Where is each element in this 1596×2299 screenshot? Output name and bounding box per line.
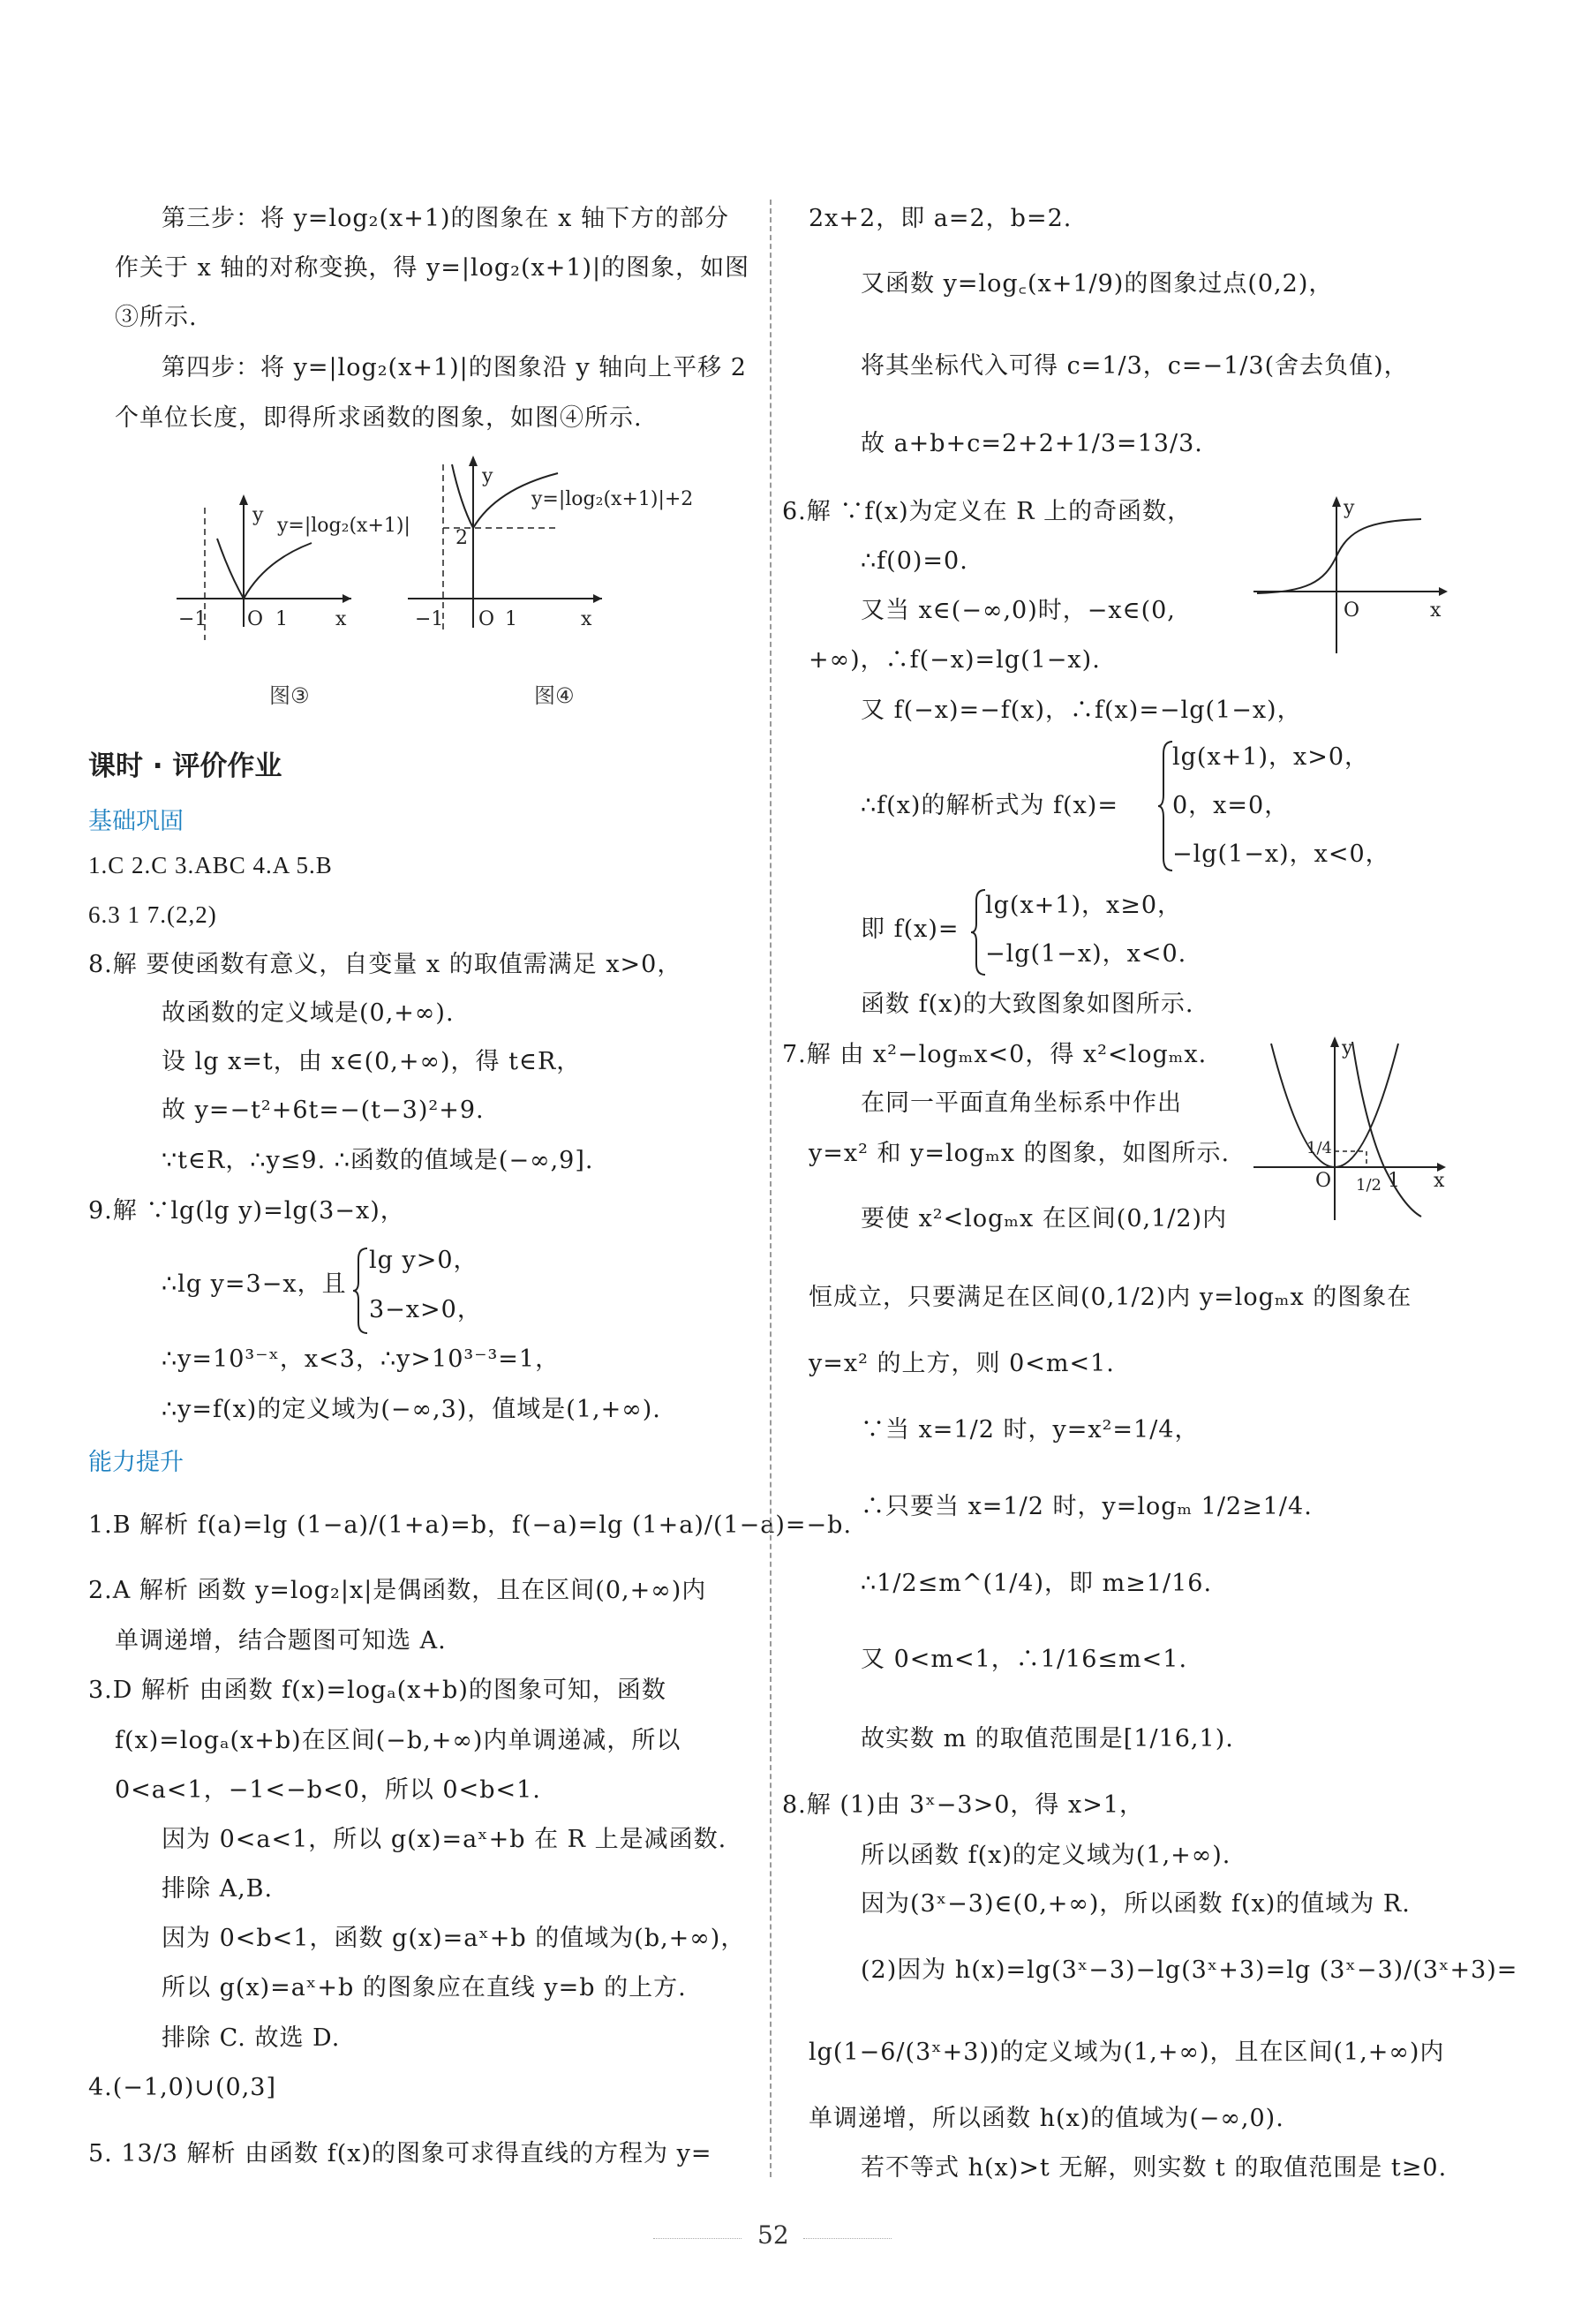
q7-line-6: y=x² 的上方，则 0<m<1.: [809, 1350, 1115, 1377]
figure-6-curve: [1255, 531, 1404, 593]
adv-line-8: 排除 A,B.: [162, 1875, 274, 1903]
q9-line-6: ∴y=f(x)的定义域为(−∞,3)，值域是(1,+∞).: [162, 1396, 661, 1423]
step3-line-1: 第三步：将 y=log₂(x+1)的图象在 x 轴下方的部分: [162, 205, 729, 232]
figure-3-graph: [177, 494, 410, 644]
q6-case-3: −lg(1−x)，x<0，: [1172, 840, 1390, 868]
figure-4-label-neg1: −1: [415, 608, 444, 630]
q7-line-7: ∵当 x=1/2 时，y=x²=1/4，: [861, 1416, 1200, 1443]
q6-line-1: 6.解 ∵f(x)为定义在 R 上的奇函数，: [782, 498, 1193, 525]
q7-line-2: 在同一平面直角坐标系中作出: [861, 1089, 1182, 1117]
figure-7-graph: [1253, 1035, 1457, 1220]
q5-cont-line-3: 将其坐标代入可得 c=1/3，c=−1/3(舍去负值)，: [861, 352, 1409, 380]
q8-line-4: 故 y=−t²+6t=−(t−3)²+9.: [162, 1097, 485, 1124]
q7-line-1: 7.解 由 x²−logₘx<0，得 x²<logₘx.: [782, 1041, 1208, 1068]
q6-line-10: 即 f(x)=: [861, 916, 960, 943]
adv-line-6: 0<a<1，−1<−b<0，所以 0<b<1.: [115, 1776, 541, 1804]
adv-line-9: 因为 0<b<1，函数 g(x)=aˣ+b 的值域为(b,+∞)，: [162, 1925, 746, 1952]
basic-subtitle: 基础巩固: [88, 808, 184, 835]
q8r-line-6: 单调递增，所以函数 h(x)的值域为(−∞,0).: [809, 2105, 1284, 2132]
figure-6-graph: [1253, 494, 1448, 653]
q6-case-2: 0，x=0，: [1172, 792, 1290, 819]
adv-line-10: 所以 g(x)=aˣ+b 的图象应在直线 y=b 的上方.: [162, 1974, 687, 2001]
q6-case-1: lg(x+1)，x>0，: [1172, 743, 1370, 771]
adv-line-13: 5. 13/3 解析 由函数 f(x)的图象可求得直线的方程为 y=: [88, 2140, 712, 2167]
q9-line-5: ∴y=10³⁻ˣ，x<3，∴y>10³⁻³=1，: [162, 1345, 561, 1373]
figure-3-caption: 图③: [269, 683, 310, 708]
q9-brace: [353, 1247, 371, 1335]
adv-line-3: 单调递增，结合题图可知选 A.: [115, 1627, 447, 1655]
q7-line-11: 故实数 m 的取值范围是[1/16,1).: [861, 1725, 1234, 1753]
section-title: 课时 · 评价作业: [88, 750, 282, 782]
figure-4-label-x: x: [581, 608, 592, 630]
adv-line-12: 4.(−1,0)∪(0,3]: [88, 2074, 277, 2101]
q8-line-5: ∵t∈R，∴y≤9. ∴函数的值域是(−∞,9].: [162, 1147, 594, 1174]
adv-line-7: 因为 0<a<1，所以 g(x)=aˣ+b 在 R 上是减函数.: [162, 1826, 727, 1853]
adv-line-4: 3.D 解析 由函数 f(x)=logₐ(x+b)的图象可知，函数: [88, 1677, 666, 1704]
q6-line-3: 又当 x∈(−∞,0)时，−x∈(0,: [861, 597, 1176, 624]
figure-7-label-half: 1/2: [1356, 1176, 1381, 1195]
q8r-line-4: (2)因为 h(x)=lg(3ˣ−3)−lg(3ˣ+3)=lg (3ˣ−3)/(3ˣ+3)=: [861, 1956, 1518, 1984]
q8-line-1: 8.解 要使函数有意义，自变量 x 的取值需满足 x>0，: [88, 951, 682, 978]
adv-line-2: 2.A 解析 函数 y=log₂|x|是偶函数，且在区间(0,+∞)内: [88, 1577, 707, 1604]
figure-3-curve: [217, 539, 312, 599]
q6-case-4: lg(x+1)，x≥0，: [985, 892, 1183, 919]
page-number-rule-left: [653, 2238, 742, 2239]
figure-4-label-y: y: [482, 465, 493, 487]
q5-cont-line-4: 故 a+b+c=2+2+1/3=13/3.: [861, 430, 1203, 457]
figure-7-label-one: 1: [1388, 1170, 1400, 1192]
figure-7-label-quarter: 1/4: [1306, 1139, 1332, 1157]
figure-4-graph: [408, 456, 694, 632]
figure-4-function-label: y=|log₂(x+1)|+2: [531, 488, 694, 510]
q6-line-4: +∞)，∴f(−x)=lg(1−x).: [809, 646, 1101, 674]
adv-line-5: f(x)=logₐ(x+b)在区间(−b,+∞)内单调递减，所以: [115, 1727, 681, 1754]
figure-7-axes: [1253, 1036, 1446, 1220]
page-number: 52: [757, 2220, 789, 2250]
q8r-line-3: 因为(3ˣ−3)∈(0,+∞)，所以函数 f(x)的值域为 R.: [861, 1890, 1411, 1918]
figure-6-label-y: y: [1344, 497, 1355, 519]
q7-line-3: y=x² 和 y=logₘx 的图象，如图所示.: [809, 1140, 1231, 1167]
q7-line-9: ∴1/2≤m^(1/4)，即 m≥1/16.: [861, 1570, 1213, 1597]
basic-answers-2: 6.3 1 7.(2,2): [88, 901, 217, 928]
figure-7-label-x: x: [1434, 1170, 1445, 1192]
q8-line-2: 故函数的定义域是(0,+∞).: [162, 999, 455, 1027]
q9-case-2: 3−x>0，: [369, 1296, 482, 1323]
q7-line-4: 要使 x²<logₘx 在区间(0,1/2)内: [861, 1205, 1228, 1232]
q7-line-5: 恒成立，只要满足在区间(0,1/2)内 y=logₘx 的图象在: [809, 1284, 1412, 1311]
q8-line-3: 设 lg x=t，由 x∈(0,+∞)，得 t∈R，: [162, 1048, 582, 1075]
q6-line-2: ∴f(0)=0.: [861, 547, 968, 575]
q8r-line-7: 若不等式 h(x)>t 无解，则实数 t 的取值范围是 t≥0.: [861, 2154, 1448, 2182]
q6-line-5: 又 f(−x)=−f(x)，∴f(x)=−lg(1−x)，: [861, 697, 1302, 724]
q9-line-2: ∴lg y=3−x，且: [162, 1270, 347, 1298]
figure-3-function-label: y=|log₂(x+1)|: [277, 515, 410, 537]
figure-3-label-neg1: −1: [178, 608, 207, 630]
figure-4-axes: [408, 456, 602, 628]
figure-6-odd-curve: [1257, 519, 1421, 593]
q9-line-1: 9.解 ∵lg(lg y)=lg(3−x)，: [88, 1197, 405, 1225]
step4-line-1: 第四步：将 y=|log₂(x+1)|的图象沿 y 轴向上平移 2: [162, 354, 747, 381]
figure-7-label-y: y: [1342, 1037, 1353, 1059]
q7-line-10: 又 0<m<1，∴1/16≤m<1.: [861, 1646, 1188, 1673]
figure-4-label-one: 1: [505, 608, 517, 630]
figure-4-caption: 图④: [534, 683, 575, 708]
adv-line-11: 排除 C. 故选 D.: [162, 2024, 341, 2052]
q8r-line-1: 8.解 (1)由 3ˣ−3>0，得 x>1，: [782, 1791, 1145, 1819]
figure-6-label-x: x: [1430, 599, 1442, 622]
page-number-rule-right: [803, 2238, 892, 2239]
step3-line-2: 作关于 x 轴的对称变换，得 y=|log₂(x+1)|的图象，如图: [115, 254, 750, 282]
column-divider: [770, 200, 772, 2177]
q5-cont-line-1: 2x+2，即 a=2，b=2.: [809, 205, 1073, 232]
q9-case-1: lg y>0，: [369, 1247, 478, 1274]
figure-3-label-y: y: [252, 504, 264, 526]
figure-3-label-one: 1: [275, 608, 288, 630]
step3-line-3: ③所示.: [115, 304, 198, 331]
q6-case-5: −lg(1−x)，x<0.: [985, 940, 1187, 968]
q7-line-8: ∴只要当 x=1/2 时，y=logₘ 1/2≥1/4.: [861, 1493, 1313, 1520]
basic-answers-1: 1.C 2.C 3.ABC 4.A 5.B: [88, 852, 333, 878]
q6-line-6: ∴f(x)的解析式为 f(x)=: [861, 792, 1118, 819]
figure-6-label-origin: O: [1344, 599, 1360, 622]
step4-line-2: 个单位长度，即得所求函数的图象，如图④所示.: [115, 404, 643, 432]
advanced-subtitle: 能力提升: [88, 1449, 184, 1476]
figure-4-label-origin: O: [478, 608, 495, 630]
figure-4-label-two: 2: [455, 527, 468, 549]
figure-7-label-origin: O: [1315, 1170, 1332, 1192]
q6-line-13: 函数 f(x)的大致图象如图所示.: [861, 991, 1194, 1018]
adv-line-1: 1.B 解析 f(a)=lg (1−a)/(1+a)=b，f(−a)=lg (1+a)/(1−a)=−b.: [88, 1511, 853, 1539]
q8r-line-5: lg(1−6/(3ˣ+3))的定义域为(1,+∞)，且在区间(1,+∞)内: [809, 2039, 1445, 2066]
figure-3-label-x: x: [335, 608, 347, 630]
q5-cont-line-2: 又函数 y=log꜀(x+1/9)的图象过点(0,2)，: [861, 270, 1334, 298]
q8r-line-2: 所以函数 f(x)的定义域为(1,+∞).: [861, 1842, 1231, 1869]
figure-3-label-origin: O: [247, 608, 264, 630]
